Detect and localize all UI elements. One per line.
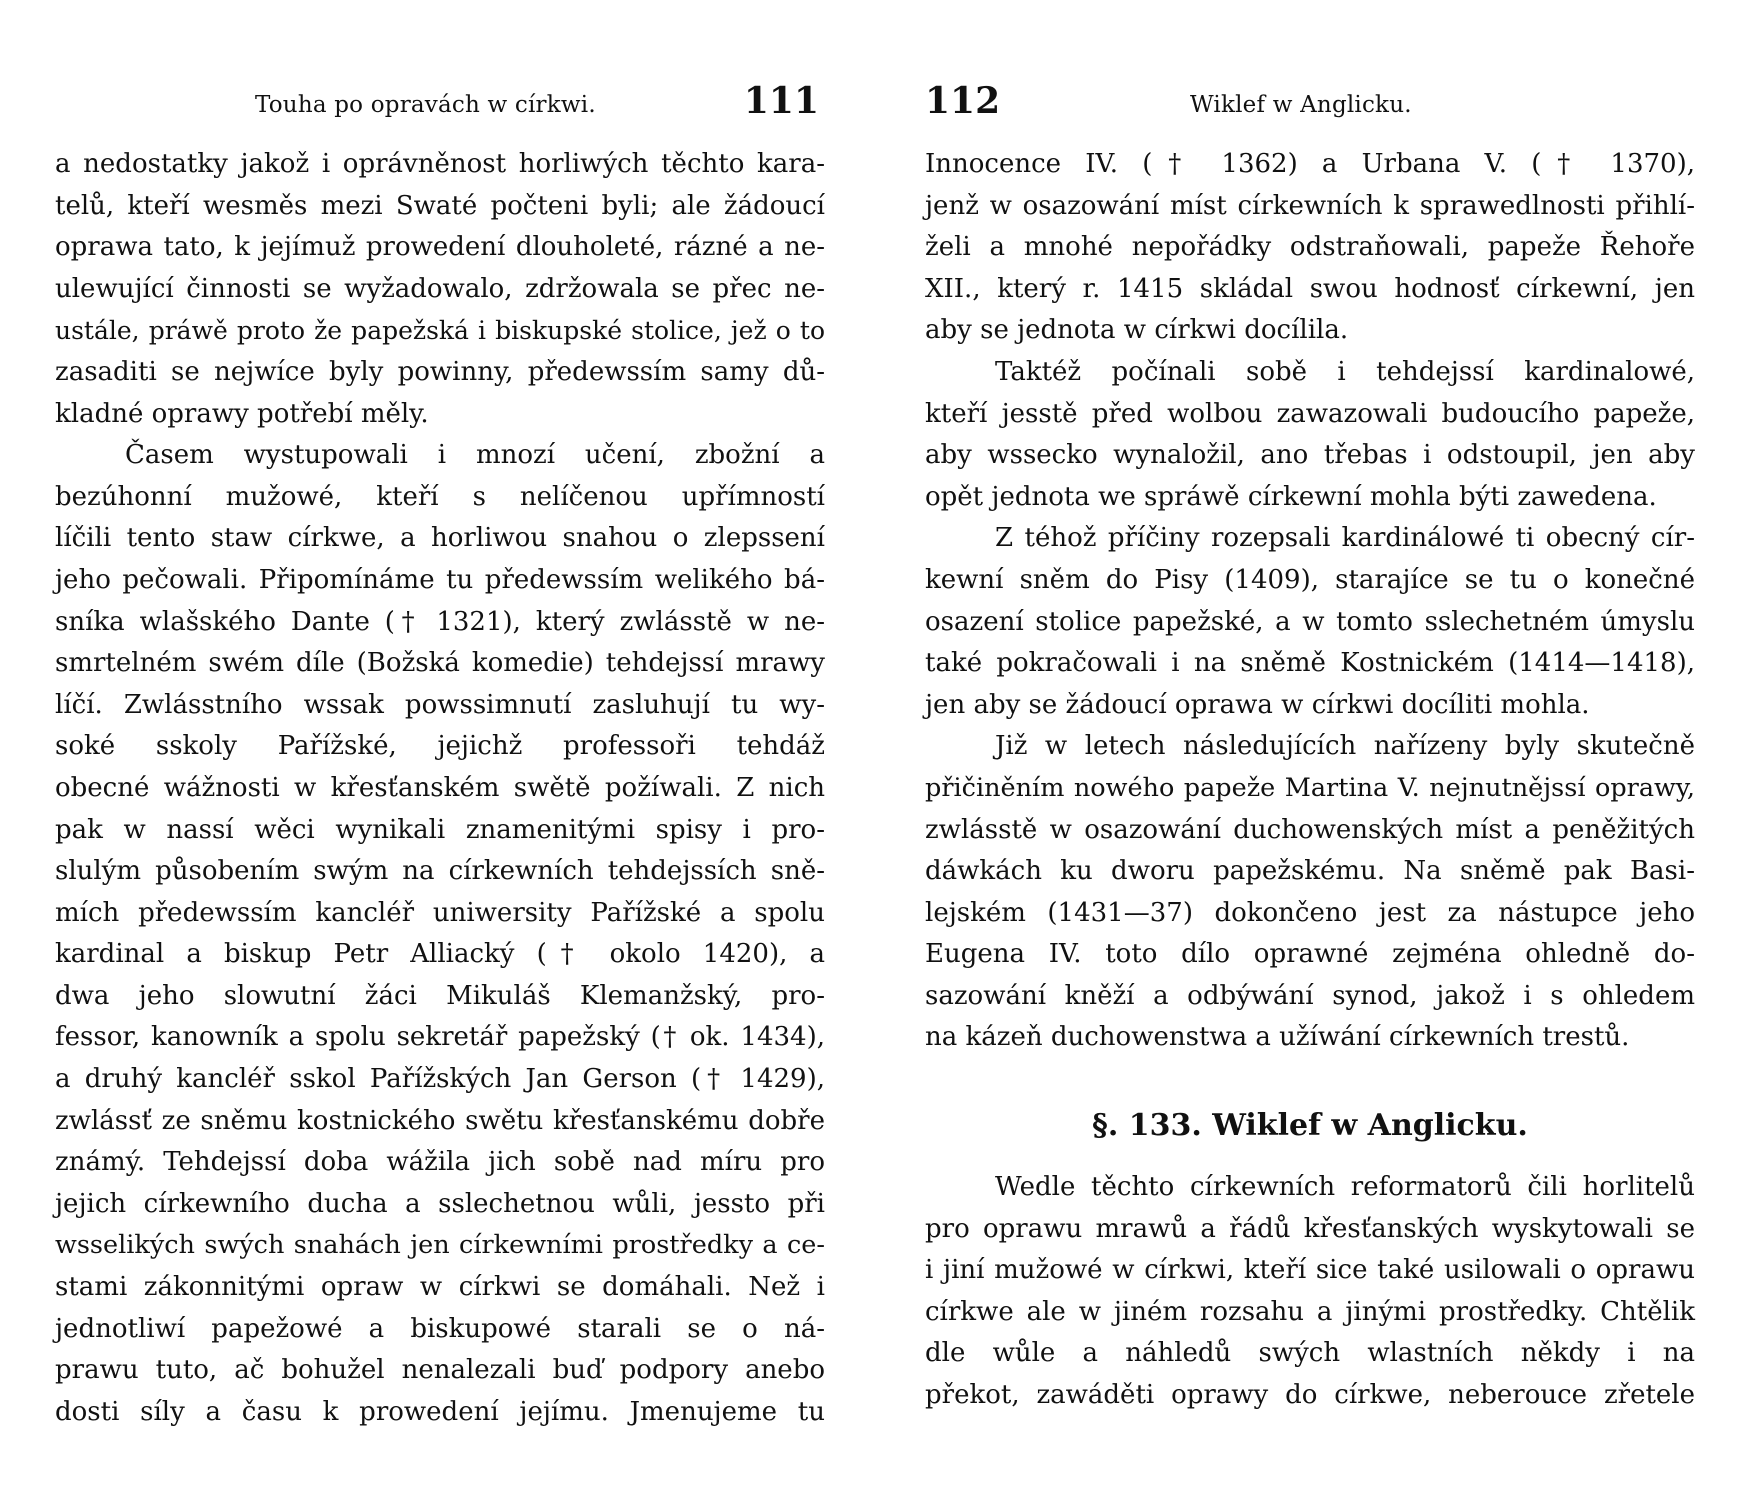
text-line: jejich církewního ducha a sslechetnou wůli, jessto při: [55, 1188, 825, 1219]
text-line: jenž w osazowání míst církewních k sprawedlnosti přihlí-: [925, 190, 1695, 221]
text-line: aby wssecko wynaložil, ano třebas i odstoupil, jen aby: [925, 440, 1695, 471]
text-line: slulým působením swým na církewních tehdejssích sně-: [55, 856, 825, 887]
text-line: kardinal a biskup Petr Alliacký († okolo 1420), a: [55, 939, 825, 970]
right-running-head: [925, 80, 1695, 140]
text-line: Z téhož příčiny rozepsali kardinálowé ti obecný cír-: [995, 523, 1695, 554]
text-line: prawu tuto, ač bohužel nenalezali buď podpory anebo: [55, 1355, 825, 1386]
text-line: želi a mnohé nepořádky odstraňowali, papeže Řehoře: [925, 232, 1695, 263]
text-line: také pokračowali i na sněmě Kostnickém (1414—1418),: [925, 648, 1695, 679]
text-line: opět jednota we spráwě církewní mohla býti zawedena.: [925, 481, 1657, 512]
text-line: dwa jeho slowutní žáci Mikuláš Klemanžský, pro-: [55, 980, 825, 1011]
text-line: líčili tento staw církwe, a horliwou snahou o zlepssení: [55, 523, 825, 554]
text-line: ustále, práwě proto že papežská i biskupské stolice, jež o to: [55, 316, 825, 346]
text-line: jeho pečowali. Připomínáme tu předewssím welikého bá-: [55, 564, 825, 595]
text-line: jednotliwí papežowé a biskupowé starali se o ná-: [55, 1313, 825, 1344]
text-line: jen aby se žádoucí oprawa w církwi docíliti mohla.: [925, 689, 1590, 720]
text-line: a nedostatky jakož i oprávněnost horliwých těchto kara-: [55, 149, 825, 179]
text-line: zasaditi se nejwíce byly powinny, předewssím samy dů-: [55, 356, 825, 387]
text-line: lejském (1431—37) dokončeno jest za nástupce jeho: [925, 897, 1695, 928]
text-line: zwlásstě w osazowání duchowenských míst a peněžitých: [925, 814, 1695, 845]
text-line: pro oprawu mrawů a řádů křesťanských wyskytowali se: [925, 1213, 1695, 1244]
section-gap: [925, 1059, 1695, 1093]
text-line: zwlássť ze sněmu kostnického swětu křesťanskému dobře: [55, 1105, 825, 1136]
right-page-number: 112: [925, 80, 1001, 122]
right-running-title: Wiklef w Anglicku.: [1190, 92, 1412, 118]
left-running-head: [55, 80, 825, 140]
text-line: dáwkách ku dworu papežskému. Na sněmě pak Basi-: [925, 856, 1695, 887]
text-line: oprawa tato, k jejímuž prowedení dlouholeté, rázné a ne-: [55, 232, 825, 263]
text-line: smrtelném swém díle (Božská komedie) tehdejssí mrawy: [55, 648, 825, 679]
text-line: líčí. Zwlásstního wssak powssimnutí zasluhují tu wy-: [55, 689, 825, 720]
left-page-number: 111: [743, 80, 819, 122]
text-line: kewní sněm do Pisy (1409), starajíce se tu o konečné: [925, 564, 1695, 595]
text-line: i jiní mužowé w církwi, kteří sice také usilowali o oprawu: [925, 1255, 1695, 1286]
text-line: Taktéž počínali sobě i tehdejssí kardinalowé,: [995, 356, 1695, 387]
text-line: ulewující činnosti se wyžadowalo, zdržowala se přec ne-: [55, 273, 825, 304]
text-line: wsselikých swých snahách jen církewními prostředky a ce-: [55, 1230, 825, 1261]
right-body-text: [925, 144, 1695, 1417]
text-line: Již w letech následujících nařízeny byly skutečně: [995, 731, 1695, 762]
text-line: aby se jednota w církwi docílila.: [925, 315, 1349, 346]
text-line: církwe ale w jiném rozsahu a jinými prostředky. Chtělik: [925, 1296, 1695, 1327]
text-line: soké sskoly Pařížské, jejichž professoři tehdáž: [55, 731, 825, 762]
left-page: [55, 0, 825, 1500]
text-line: sníka wlašského Dante († 1321), který zwlásstě w ne-: [55, 606, 825, 637]
text-line: Eugena IV. toto dílo oprawné zejména ohledně do-: [925, 939, 1695, 970]
text-line: známý. Tehdejssí doba wážila jich sobě nad míru pro: [55, 1147, 825, 1178]
text-line: obecné wážnosti w křesťanském swětě požíwali. Z nich: [55, 772, 825, 803]
text-line: Časem wystupowali i mnozí učení, zbožní a: [125, 440, 825, 471]
text-line: přičiněním nowého papeže Martina V. nejnutnějssí oprawy,: [925, 772, 1695, 803]
text-line: Wedle těchto církewních reformatorů čili horlitelů: [995, 1172, 1695, 1203]
left-body-text: [55, 144, 825, 1433]
text-line: dle wůle a náhledů swých wlastních někdy i na: [925, 1338, 1695, 1369]
text-line: fessor, kanowník a spolu sekretář papežský († ok. 1434),: [55, 1022, 825, 1053]
right-page: [925, 0, 1695, 1500]
text-line: sazowání kněží a odbýwání synod, jakož i s ohledem: [925, 980, 1695, 1011]
text-line: Innocence IV. († 1362) a Urbana V. († 1370),: [925, 149, 1695, 179]
text-line: a druhý kancléř sskol Pařížských Jan Gerson († 1429),: [55, 1064, 825, 1095]
text-line: telů, kteří wesměs mezi Swaté počteni byli; ale žádoucí: [55, 190, 825, 221]
text-line: na kázeň duchowenstwa a užíwání církewních trestů.: [925, 1022, 1630, 1053]
text-line: kladné oprawy potřebí měly.: [55, 398, 429, 429]
text-line: osazení stolice papežské, a w tomto sslechetném úmyslu: [925, 606, 1695, 637]
text-line: dosti síly a času k prowedení jejímu. Jmenujeme tu: [55, 1396, 825, 1427]
text-line: překot, zawáděti oprawy do církwe, neberouce zřetele: [925, 1380, 1695, 1411]
text-line: mích předewssím kancléř uniwersity Pařížské a spolu: [55, 897, 825, 928]
section-heading: §. 133. Wiklef w Anglicku.: [1092, 1108, 1528, 1144]
text-line: stami zákonnitými opraw w církwi se domáhali. Než i: [55, 1272, 825, 1303]
text-line: XII., který r. 1415 skládal swou hodnosť církewní, jen: [925, 273, 1695, 304]
text-line: pak w nassí wěci wynikali znamenitými spisy i pro-: [55, 814, 825, 845]
text-line: bezúhonní mužowé, kteří s nelíčenou upřímností: [55, 481, 825, 512]
text-line: kteří jesstě před wolbou zawazowali budoucího papeže,: [925, 398, 1695, 429]
left-running-title: Touha po opravách w církwi.: [255, 92, 596, 118]
